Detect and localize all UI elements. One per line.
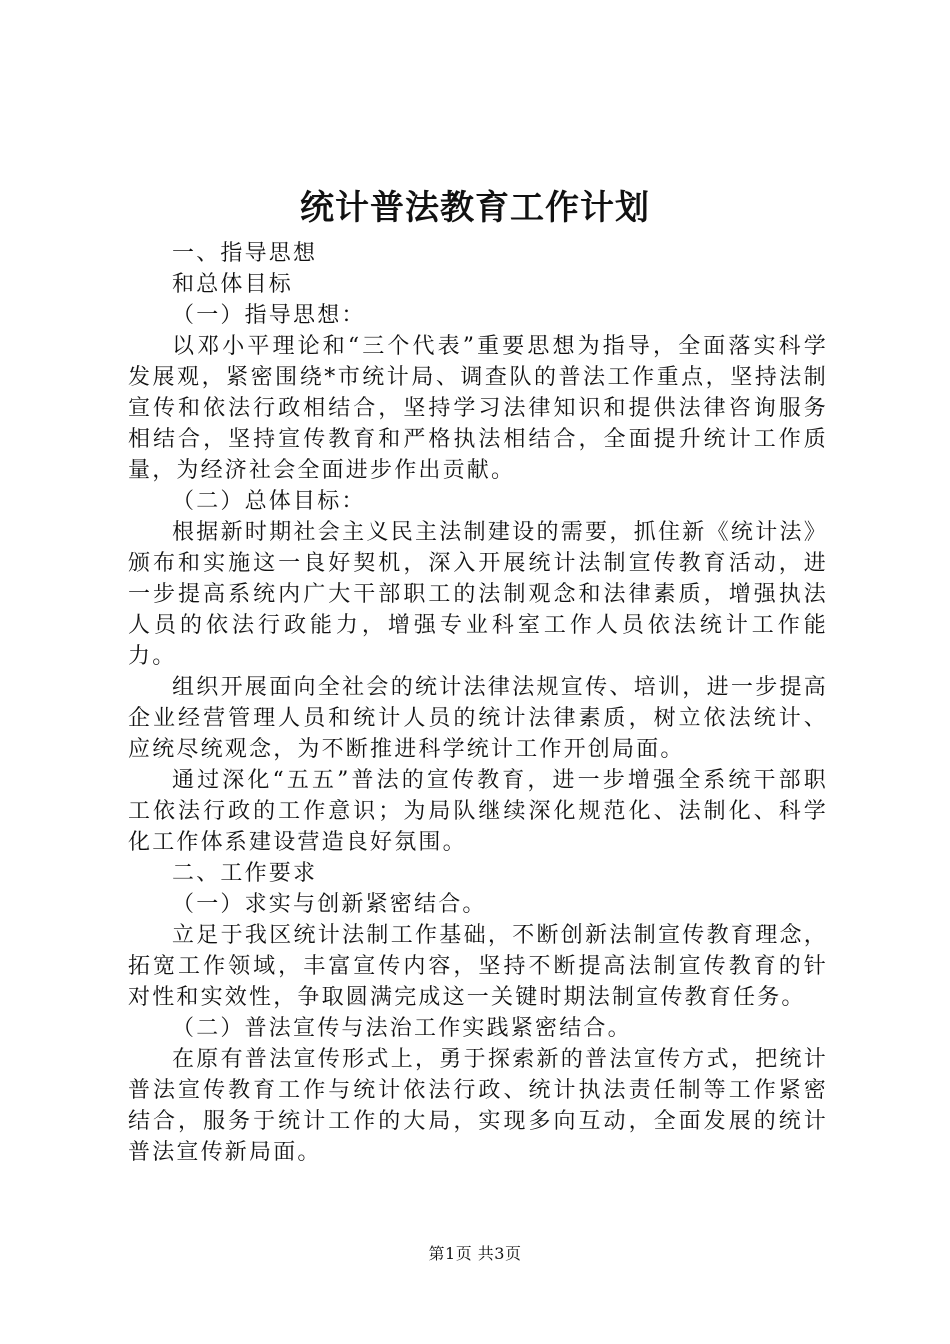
page-number-footer: 第1页 共3页	[428, 1244, 522, 1263]
document-title: 统计普法教育工作计划	[300, 188, 650, 228]
subsection-heading: （一）指导思想：	[172, 303, 366, 328]
subsection-heading: （二）普法宣传与法治工作实践紧密结合。	[172, 1016, 632, 1041]
document-body	[128, 238, 828, 1168]
section-heading: 二、工作要求	[172, 861, 318, 886]
body-paragraph: 通过深化“五五”普法的宣传教育，进一步增强全系统干部职工依法行政的工作意识；为局队继续深化规范化、法制化、科学化工作体系建设营造良好氛围。	[128, 768, 828, 855]
subsection-heading: （二）总体目标：	[172, 489, 366, 514]
section-heading: 一、指导思想	[172, 241, 318, 266]
section-heading-continuation: 和总体目标	[172, 272, 294, 297]
body-paragraph: 以邓小平理论和“三个代表”重要思想为指导，全面落实科学发展观，紧密围绕*市统计局、调查队的普法工作重点，坚持法制宣传和依法行政相结合，坚持学习法律知识和提供法律咨询服务相结合，坚持宣传教育和严格执法相结合，全面提升统计工作质量，为经济社会全面进步作出贡献。	[128, 334, 828, 483]
subsection-heading: （一）求实与创新紧密结合。	[172, 892, 487, 917]
body-paragraph: 根据新时期社会主义民主法制建设的需要，抓住新《统计法》颁布和实施这一良好契机，深入开展统计法制宣传教育活动，进一步提高系统内广大干部职工的法制观念和法律素质，增强执法人员的依法行政能力，增强专业科室工作人员依法统计工作能力。	[128, 520, 828, 669]
body-paragraph: 组织开展面向全社会的统计法律法规宣传、培训，进一步提高企业经营管理人员和统计人员的统计法律素质，树立依法统计、应统尽统观念，为不断推进科学统计工作开创局面。	[128, 675, 828, 762]
body-paragraph: 立足于我区统计法制工作基础，不断创新法制宣传教育理念，拓宽工作领域，丰富宣传内容，坚持不断提高法制宣传教育的针对性和实效性，争取圆满完成这一关键时期法制宣传教育任务。	[128, 923, 828, 1010]
body-paragraph: 在原有普法宣传形式上，勇于探索新的普法宣传方式，把统计普法宣传教育工作与统计依法行政、统计执法责任制等工作紧密结合，服务于统计工作的大局，实现多向互动，全面发展的统计普法宣传新局面。	[128, 1047, 828, 1165]
